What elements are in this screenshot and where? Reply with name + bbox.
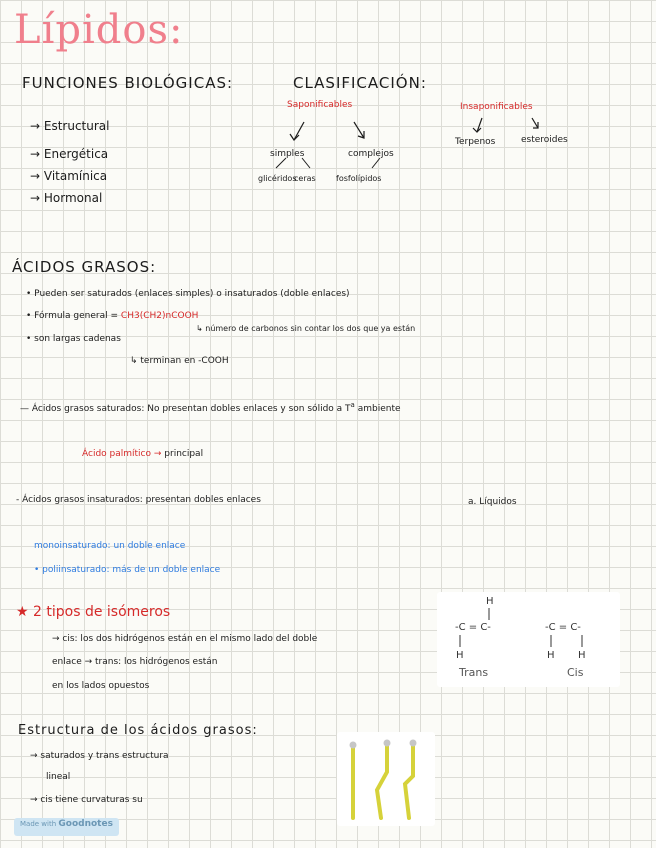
cis-formula: -C = C- (545, 622, 581, 633)
cis-h-left: H (547, 650, 555, 661)
trans-label: Trans (459, 666, 489, 679)
list-item: → Energética (30, 147, 109, 161)
insaponificables-label: Insaponificables (460, 102, 533, 112)
isomeros-heading: ★ 2 tipos de isómeros (16, 604, 171, 620)
gliceridos-label: glicéridos (258, 174, 297, 183)
cis-h-right: H (578, 650, 586, 661)
palmitico-line: Ácido palmítico → principal (82, 449, 204, 459)
list-item: • Pueden ser saturados (enlaces simples) o insaturados (doble enlaces) (26, 289, 350, 299)
fosfolipidos-label: fosfolípidos (336, 174, 382, 183)
formula-text: CH3(CH2)nCOOH (120, 311, 199, 321)
trans-h-bottom: H (456, 650, 464, 661)
list-item: → Hormonal (30, 191, 103, 205)
estructura-heading: Estructura de los ácidos grasos: (18, 723, 258, 738)
estructura-line2: lineal (46, 772, 71, 782)
saponificables-label: Saponificables (287, 100, 353, 110)
ceras-label: ceras (294, 174, 316, 183)
opuestos-line: en los lados opuestos (52, 681, 150, 691)
funciones-heading: FUNCIONES BIOLÓGICAS: (22, 74, 234, 92)
mono-line: monoinsaturado: un doble enlace (34, 541, 186, 551)
cis-chain (377, 744, 387, 818)
watermark: Made with Goodnotes (14, 818, 119, 836)
estructura-line3: → cis tiene curvaturas su (30, 795, 143, 805)
terminan-note: ↳ terminan en -COOH (130, 356, 229, 366)
insaturados-estado: a. Líquidos (468, 497, 517, 507)
poli-line: • poliinsaturado: más de un doble enlace (34, 565, 221, 575)
trans-h-top: H (486, 596, 494, 607)
complejos-label: complejos (348, 149, 394, 159)
terpenos-label: Terpenos (455, 137, 496, 147)
insaturados-line: - Ácidos grasos insaturados: presentan dobles enlaces (16, 495, 261, 505)
page-title: Lípidos: (14, 7, 184, 53)
cis-line: → cis: los dos hidrógenos están en el mismo lado del doble (52, 634, 318, 644)
esteroides-label: esteroides (521, 135, 568, 145)
clasificacion-heading: CLASIFICACIÓN: (293, 74, 427, 92)
list-item: • Fórmula general = CH3(CH2)nCOOH (26, 311, 199, 321)
list-item: → Estructural (30, 119, 110, 133)
trans-chain (405, 744, 413, 818)
simples-label: simples (270, 149, 305, 159)
cis-label: Cis (567, 666, 584, 679)
estructura-line1: → saturados y trans estructura (30, 751, 169, 761)
fatty-acid-illustration (337, 732, 435, 826)
isomer-diagram (437, 592, 620, 687)
formula-note: ↳ número de carbonos sin contar los dos que ya están (196, 324, 416, 333)
star-icon: ★ (16, 604, 29, 620)
list-item: → Vitamínica (30, 169, 108, 183)
list-item: • son largas cadenas (26, 334, 121, 344)
trans-formula: -C = C- (455, 622, 491, 633)
saturados-line: — Ácidos grasos saturados: No presentan dobles enlaces y son sólido a $T^a$ ambiente (20, 401, 401, 414)
acidos-heading: ÁCIDOS GRASOS: (12, 258, 157, 276)
enlace-line: enlace → trans: los hidrógenos están (52, 657, 218, 667)
